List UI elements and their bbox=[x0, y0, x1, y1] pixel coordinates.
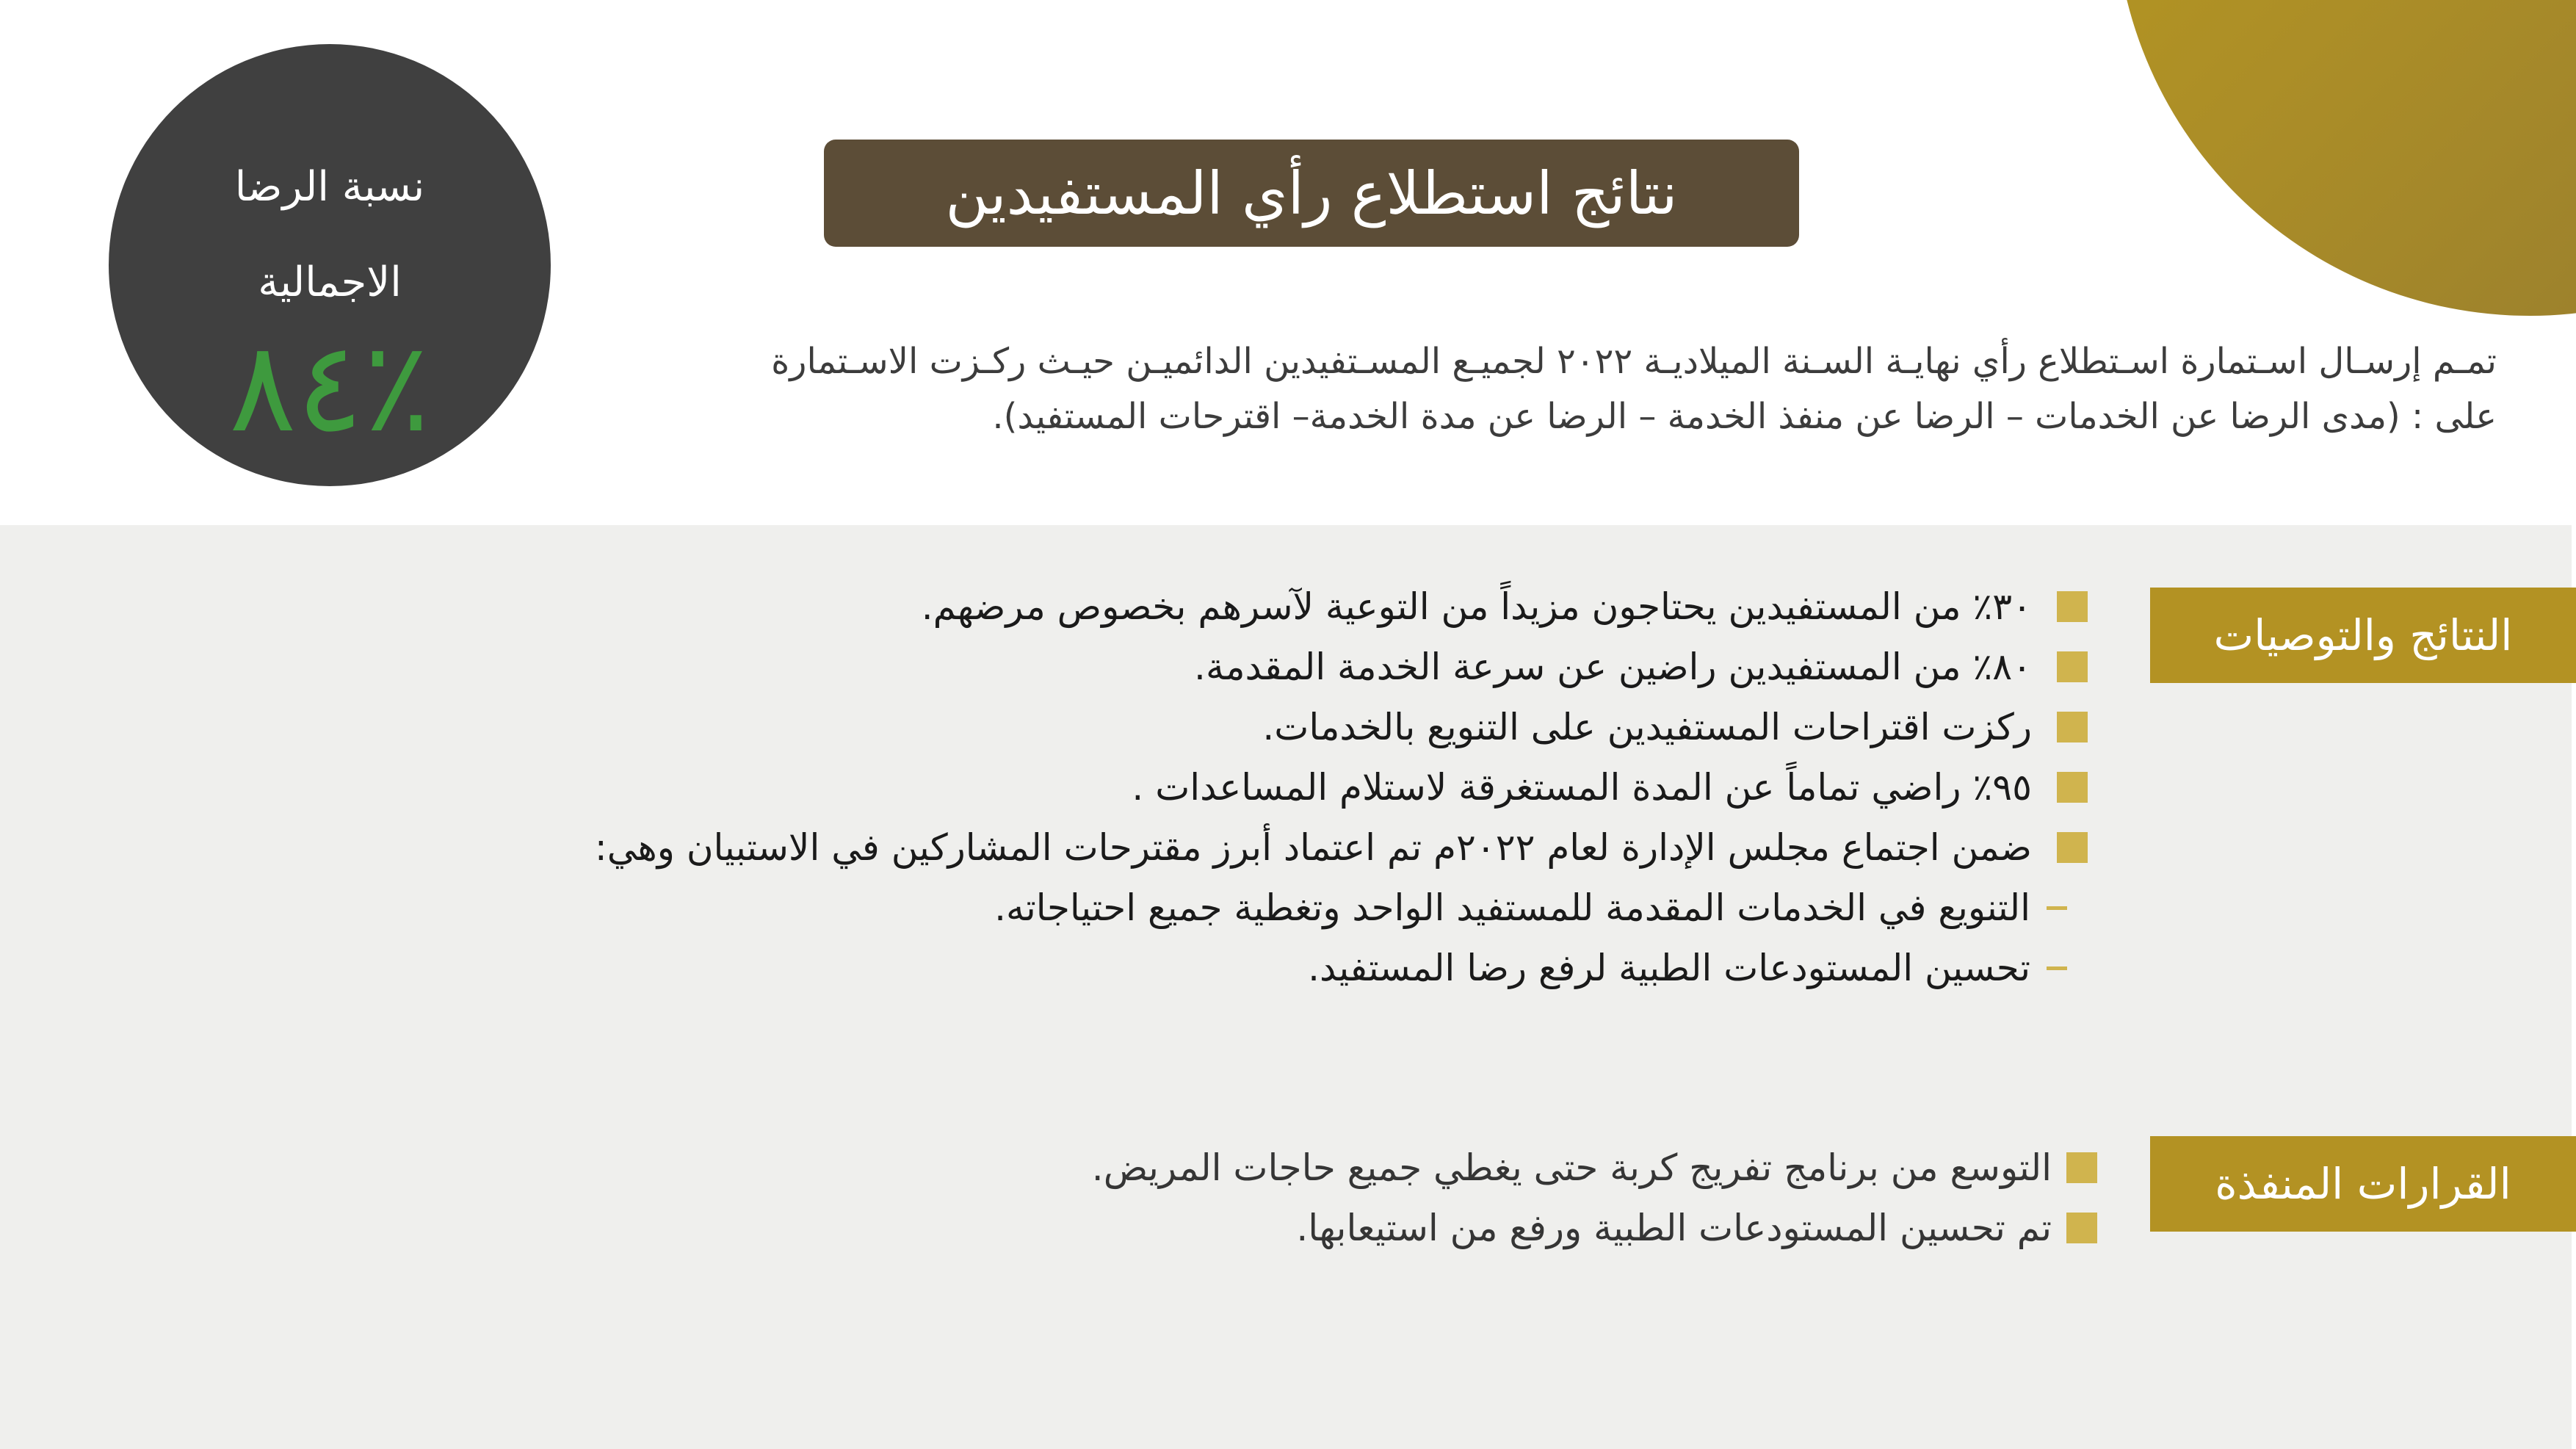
findings-list bbox=[595, 577, 2088, 998]
section-label-text: القرارات المنفذة bbox=[2215, 1159, 2511, 1209]
list-item bbox=[595, 697, 2088, 757]
overall-satisfaction-circle bbox=[109, 44, 551, 486]
section-label-findings bbox=[2150, 588, 2576, 683]
list-item-text: ضمن اجتماع مجلس الإدارة لعام ٢٠٢٢م تم اعتماد أبرز مقترحات المشاركين في الاستبيان وهي: bbox=[594, 826, 2032, 869]
section-label-decisions bbox=[2150, 1136, 2576, 1232]
section-label-text: النتائج والتوصيات bbox=[2213, 610, 2513, 660]
square-bullet-icon bbox=[2057, 591, 2088, 622]
list-item-text: ركزت اقتراحات المستفيدين على التنويع بالخدمات. bbox=[1262, 706, 2032, 748]
decisions-list bbox=[1092, 1138, 2097, 1258]
dash-bullet-icon bbox=[2047, 906, 2067, 910]
list-item-text: التنويع في الخدمات المقدمة للمستفيد الواحد وتغطية جميع احتياجاته. bbox=[994, 886, 2030, 929]
satisfaction-label: نسبة الرضا الاجمالية bbox=[234, 163, 425, 306]
page-title-text: نتائج استطلاع رأي المستفيدين bbox=[945, 159, 1678, 228]
list-item bbox=[595, 817, 2088, 878]
intro-paragraph bbox=[558, 334, 2497, 444]
list-item-text: التوسع من برنامج تفريج كربة حتى يغطي جميع حاجات المريض. bbox=[1091, 1146, 2052, 1189]
list-item bbox=[595, 577, 2088, 637]
list-item-text: تحسين المستودعات الطبية لرفع رضا المستفيد. bbox=[1308, 947, 2030, 989]
list-item bbox=[595, 757, 2088, 817]
list-item bbox=[1092, 1198, 2097, 1258]
list-item-text: ٨٠٪ من المستفيدين راضين عن سرعة الخدمة المقدمة. bbox=[1194, 646, 2032, 688]
satisfaction-value: ٪٨٤ bbox=[229, 315, 430, 460]
decorative-gold-arc bbox=[2115, 0, 2576, 316]
square-bullet-icon bbox=[2057, 832, 2088, 863]
sub-list-item bbox=[595, 938, 2088, 998]
list-item bbox=[595, 637, 2088, 697]
square-bullet-icon bbox=[2057, 772, 2088, 803]
intro-line: تمـم إرسـال اسـتمارة اسـتطلاع رأي نهايـة السـنة الميلاديـة ٢٠٢٢ لجميـع المسـتفيدين الدائميـن حيـث ركـزت الاسـتمارة bbox=[771, 341, 2497, 382]
square-bullet-icon bbox=[2057, 712, 2088, 742]
square-bullet-icon bbox=[2066, 1213, 2097, 1243]
list-item-text: ٩٥٪ راضي تماماً عن المدة المستغرقة لاستلام المساعدات . bbox=[1132, 766, 2032, 809]
list-item-text: ٣٠٪ من المستفيدين يحتاجون مزيداً من التوعية لآسرهم بخصوص مرضهم. bbox=[921, 585, 2032, 628]
list-item-text: تم تحسين المستودعات الطبية ورفع من استيعابها. bbox=[1296, 1207, 2052, 1249]
square-bullet-icon bbox=[2066, 1152, 2097, 1183]
dash-bullet-icon bbox=[2047, 966, 2067, 970]
sub-list-item bbox=[595, 878, 2088, 938]
intro-line: على : (مدى الرضا عن الخدمات – الرضا عن منفذ الخدمة – الرضا عن مدة الخدمة– اقترحات المستفيد). bbox=[992, 396, 2497, 437]
page-title bbox=[824, 140, 1799, 247]
square-bullet-icon bbox=[2057, 651, 2088, 682]
list-item bbox=[1092, 1138, 2097, 1198]
